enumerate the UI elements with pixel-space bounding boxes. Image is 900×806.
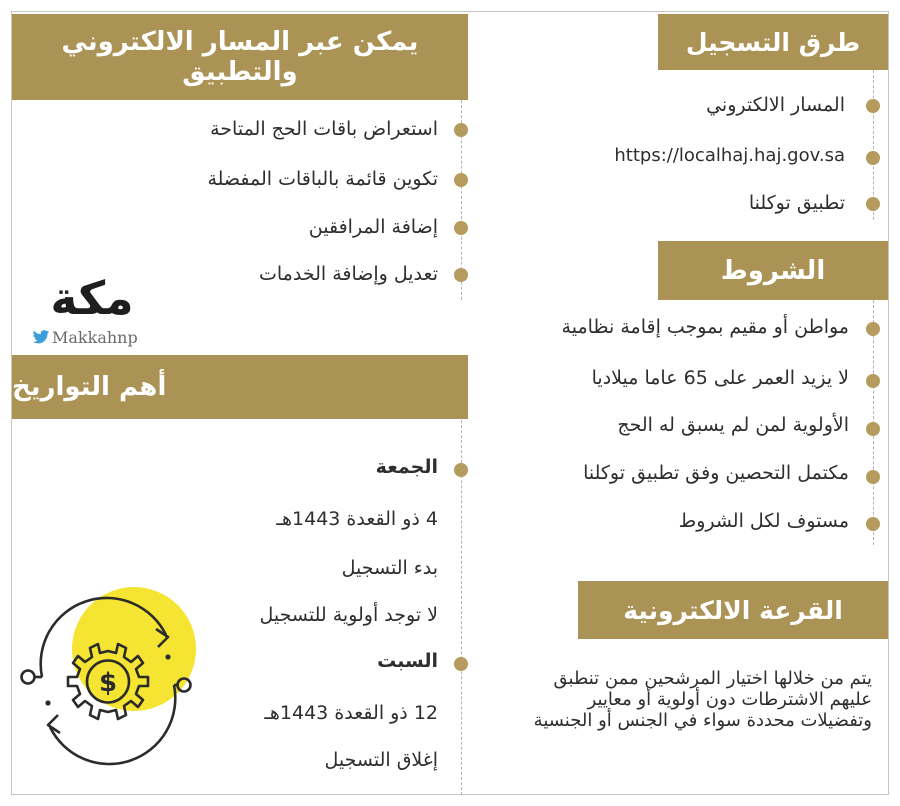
app-path-item-1: استعراض باقات الحج المتاحة — [210, 118, 438, 140]
app-path-item-4: تعديل وإضافة الخدمات — [259, 263, 438, 285]
date-value-friday: 4 ذو القعدة 1443هـ — [276, 508, 438, 530]
conditions-dot-3 — [866, 422, 880, 436]
dates-title: أهم التواريخ — [12, 372, 167, 402]
lottery-description: يتم من خلالها اختيار المرشحين ممن تنطبق عليهم الاشترطات دون أولوية أو معايير وتفضيلات محددة سواء في الجنس أو الجنسية — [533, 668, 872, 731]
twitter-bird-icon — [32, 330, 50, 345]
registration-url-link[interactable]: https://localhaj.haj.gov.sa — [614, 145, 845, 166]
registration-item-3: تطبيق توكلنا — [748, 192, 845, 214]
conditions-item-3: الأولوية لمن لم يسبق له الحج — [617, 414, 849, 436]
makkah-handle: Makkahnp — [52, 328, 138, 347]
app-path-item-2: تكوين قائمة بالباقات المفضلة — [207, 168, 438, 190]
app-path-title: يمكن عبر المسار الالكتروني والتطبيق — [61, 27, 419, 87]
app-path-header — [12, 14, 468, 100]
dates-dot-friday — [454, 463, 468, 477]
date-day-saturday: السبت — [377, 650, 438, 672]
date-event-no-priority: لا توجد أولوية للتسجيل — [259, 604, 438, 626]
registration-dot-3 — [866, 197, 880, 211]
conditions-dot-5 — [866, 517, 880, 531]
conditions-title: الشروط — [720, 255, 826, 286]
lottery-title: القرعة الالكترونية — [623, 595, 843, 625]
conditions-item-1: مواطن أو مقيم بموجب إقامة نظامية — [561, 316, 849, 338]
app-path-dot-2 — [454, 173, 468, 187]
makkah-logo — [25, 268, 165, 328]
dates-header — [12, 355, 468, 419]
conditions-item-2: لا يزيد العمر على 65 عاما ميلاديا — [591, 367, 849, 389]
money-gear-cycle-icon — [18, 585, 198, 770]
conditions-header — [658, 241, 888, 300]
registration-item-1: المسار الالكتروني — [706, 94, 845, 116]
dates-dot-saturday — [454, 657, 468, 671]
conditions-item-5: مستوف لكل الشروط — [678, 510, 849, 532]
svg-text:$: $ — [98, 668, 118, 698]
conditions-item-4: مكتمل التحصين وفق تطبيق توكلنا — [583, 462, 849, 484]
date-event-close: إغلاق التسجيل — [324, 749, 438, 771]
app-path-dot-4 — [454, 268, 468, 282]
conditions-dot-4 — [866, 470, 880, 484]
app-path-dot-3 — [454, 221, 468, 235]
date-value-saturday: 12 ذو القعدة 1443هـ — [264, 702, 438, 724]
registration-dot-2 — [866, 151, 880, 165]
app-path-dot-1 — [454, 123, 468, 137]
registration-title: طرق التسجيل — [685, 27, 861, 57]
conditions-dot-1 — [866, 322, 880, 336]
registration-header — [658, 14, 888, 70]
app-path-item-3: إضافة المرافقين — [308, 216, 438, 238]
conditions-dot-2 — [866, 374, 880, 388]
date-day-friday: الجمعة — [375, 456, 438, 478]
date-event-start: بدء التسجيل — [341, 557, 438, 579]
registration-dot-1 — [866, 99, 880, 113]
makkah-logo-text: مكة — [50, 271, 134, 325]
lottery-header — [578, 581, 888, 639]
